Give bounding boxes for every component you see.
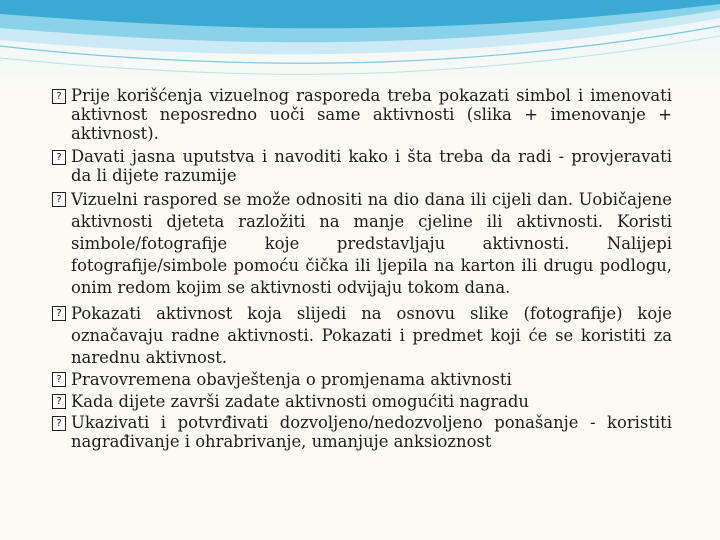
- list-item: [52, 86, 672, 143]
- missing-glyph-box-icon: ?: [52, 150, 66, 165]
- wave-graphic: [0, 0, 720, 90]
- missing-glyph-box-icon: ?: [52, 394, 66, 409]
- header-wave-decoration: [0, 0, 720, 90]
- list-item: [52, 413, 672, 451]
- missing-glyph-box-icon: ?: [52, 192, 66, 207]
- list-item-text: Pokazati aktivnost koja slijedi na osnovu slike (fotografije) koje označavaju radne aktivnosti. Pokazati i predmet koji će se koristiti za narednu aktivnost.: [71, 304, 672, 367]
- missing-glyph-box-icon: ?: [52, 372, 66, 387]
- missing-glyph-box-icon: ?: [52, 306, 66, 321]
- list-item-text: Kada dijete završi zadate aktivnosti omogućiti nagradu: [71, 392, 529, 411]
- list-item: [52, 147, 672, 185]
- list-item-text: Davati jasna uputstva i navoditi kako i šta treba da radi - provjeravati da li dijete razumije: [71, 147, 672, 185]
- missing-glyph-box-icon: ?: [52, 89, 66, 104]
- list-item: [52, 189, 672, 299]
- list-item: [52, 391, 672, 413]
- missing-glyph-box-icon: ?: [52, 416, 66, 431]
- list-item-text: Vizuelni raspored se može odnositi na dio dana ili cijeli dan. Uobičajene aktivnosti djeteta razložiti na manje cjeline ili aktivnosti. Koristi simbole/fotografije koje predstavljaju aktivnosti. Nalijepi fotografije/simbole pomoću čička ili ljepila na karton ili drugu podlogu, onim redom kojim se aktivnosti odvijaju tokom dana.: [71, 190, 672, 297]
- list-item-text: Prije korišćenja vizuelnog rasporeda treba pokazati simbol i imenovati aktivnost neposredno uoči same aktivnosti (slika + imenovanje + aktivnost).: [71, 86, 672, 143]
- bullet-list: [52, 86, 672, 451]
- list-item: [52, 369, 672, 391]
- list-item-text: Ukazivati i potvrđivati dozvoljeno/nedozvoljeno ponašanje - koristiti nagrađivanje i ohrabrivanje, umanjuje anksioznost: [71, 413, 672, 451]
- list-item-text: Pravovremena obavještenja o promjenama aktivnosti: [71, 370, 512, 389]
- list-item: [52, 303, 672, 369]
